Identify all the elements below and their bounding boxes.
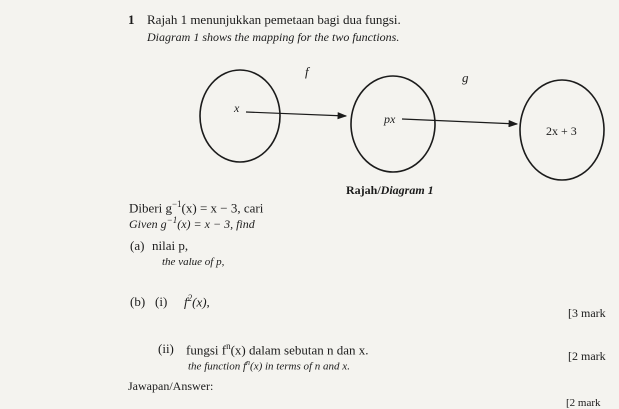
caption-malay: Rajah/ xyxy=(346,183,381,197)
part-b-ii-english-sup: n xyxy=(246,358,251,367)
part-a-english: the value of p, xyxy=(162,256,225,268)
element-2x-plus-3: 2x + 3 xyxy=(546,124,577,138)
label-f: f xyxy=(305,64,309,79)
part-b-ii-malay xyxy=(186,341,369,358)
part-b-i-label: (i) xyxy=(155,294,168,309)
part-b-ii-english-prefix: the function f xyxy=(188,360,247,373)
diagram-caption xyxy=(346,183,434,198)
part-b-i-expr-sup: 2 xyxy=(187,293,193,303)
part-a-malay: nilai p, xyxy=(152,238,189,253)
given-english-sup: −1 xyxy=(166,215,178,225)
question-text-malay: Rajah 1 menunjukkan pemetaan bagi dua fungsi. xyxy=(147,12,401,27)
given-malay-suffix: (x) = x − 3, cari xyxy=(181,200,264,216)
question-number: 1 xyxy=(128,12,135,27)
part-b-i-expr-tail: (x), xyxy=(192,294,210,310)
part-b-i-marks: [3 mark xyxy=(568,306,606,320)
answer-label: Jawapan/Answer: xyxy=(128,379,214,393)
caption-english: Diagram 1 xyxy=(380,183,434,197)
part-b-i-expr-base: f xyxy=(184,294,188,310)
element-px: px xyxy=(384,112,396,126)
given-english-suffix: (x) = x − 3, find xyxy=(177,217,255,231)
part-b-ii-marks: [2 mark xyxy=(568,349,606,363)
part-a-label: (a) xyxy=(130,238,145,253)
given-english-prefix: Given g xyxy=(129,217,167,231)
part-b-ii-english xyxy=(188,358,350,373)
given-malay-sup: −1 xyxy=(171,199,182,209)
given-malay xyxy=(129,199,263,216)
label-g: g xyxy=(462,70,469,85)
part-b-ii-malay-prefix: fungsi f xyxy=(186,342,227,358)
part-b-ii-english-suffix: (x) in terms of n and x. xyxy=(250,360,350,373)
bottom-marks: [2 mark xyxy=(566,397,601,409)
question-text-english: Diagram 1 shows the mapping for the two functions. xyxy=(147,30,400,44)
part-b-label: (b) xyxy=(130,294,146,309)
domain-set-circle xyxy=(200,70,280,162)
part-b-ii-label: (ii) xyxy=(158,341,174,356)
given-english xyxy=(129,215,255,232)
element-x: x xyxy=(234,101,240,115)
arrow-g xyxy=(402,119,517,124)
part-b-i-expression xyxy=(184,293,210,310)
arrow-f xyxy=(246,112,346,116)
given-malay-prefix: Diberi g xyxy=(129,200,172,216)
part-b-ii-malay-sup: n xyxy=(226,341,231,351)
part-b-ii-malay-suffix: (x) dalam sebutan n dan x. xyxy=(230,342,369,358)
